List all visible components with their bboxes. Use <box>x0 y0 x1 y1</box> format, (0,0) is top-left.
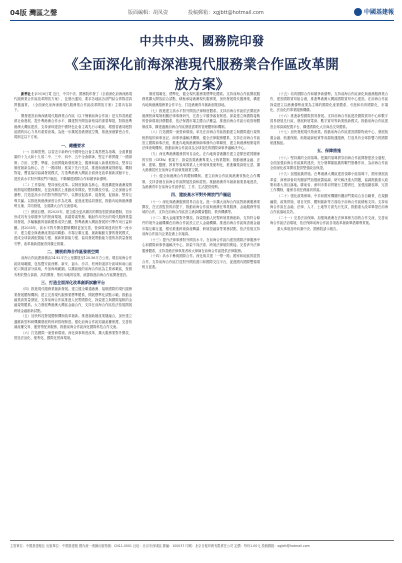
paragraph: （十七）加快發展現代物流業。推動前海合作區建設國際物流中心，發展航運金融、航運保險、船舶融資租賃等高端航運服務，打造具有全球影響力的國際航運樞紐。 <box>270 130 388 146</box>
headline-line-2: 《全面深化前海深港現代服務業合作區改革開放方案》 <box>65 57 339 93</box>
paragraph: （十六）推進新型國際貿易發展。支持前海合作區建設國際貿易中心和數字貿易發展先行區，發展跨境電商、數字貿易等新業態新模式。推動前海合作區建設全球資源配置平台，構建國際化大宗商品交易體系。 <box>270 113 388 129</box>
paragraph: （四）推進現代服務業創新發展。建立健全聯通港澳、接軌國際的現代服務業發展體制機制。建立完善現代服務業標準體系，開展標準化試點示範。推動金融業高質量發展，支持前海合作區推進人民幣國際化，探索建立與國際接軌的金融規則體系。大力發展粵港澳大灣區金融合作，支持在前海合作區依法依規開展跨境金融創新試點。 <box>14 287 132 313</box>
paragraph: （二）工作原理。堅持深化改革。以制度創新為核心，推進構建與港澳規則相銜接的體制機制，在更深層次上推動改革開放。堅持開放引領。立足深港合作優勢，打造更高水平的對外開放門戶，以開放促改革、促發展、促創新。堅持互利共贏。以推進與港澳深度合作為先導，促進產業協同發展，推動內地與港澳優勢互補、共同發展，全面擴大合作交流領域。 <box>14 182 132 208</box>
logo-icon <box>354 8 362 16</box>
paragraph: （二十）強化政策保障。中央和國家機關有關部門要結合各自職責，在規劃編製、政策實施、項目安排、體制創新等方面給予前海合作區積極支持。支持前海合作區在金融、法律、人才、土地等方面先行先試，推動重大改革舉措在前海合作區落地見效。 <box>270 194 388 215</box>
paragraph: （七）推進建立高水平對外開放法律制度體系。支持前海合作區依法開展涉港澳營商環境相關法律事務研究，完善公平競爭審查制度。探索建立與國際接軌的營商環境評價體系，依法保護市場主體合法權益，推進前海合作區行政管理體制改革，構建適應前海合作區發展需要的管理體制和機制。 <box>142 108 260 129</box>
paragraph: 制度規範化、標準化，健全現代服務業標準化體系。支持前海合作區開展服務業擴大開放綜合試點，積極承接港澳現代服務業，加快發展現代服務業，構建內地與港澳服務業合作平台，打造港澳青年創新創業基地。 <box>142 92 260 107</box>
footer-divider <box>10 540 394 541</box>
section-heading: 四、建設高水平對外開放門戶樞紐 <box>171 192 231 198</box>
article-column-2 <box>142 92 260 271</box>
paragraph: （六）打造國際一流營商環境。深化商事制度改革，擴大服務業對外開放，營造法治化、便利化、國際化營商環境。 <box>14 330 132 341</box>
paragraph: （三）發展目標。到2025年，建立健全更高層次的開放型經濟新體制，初步形成具有全球競爭力的營商環境，高端要素集聚、輻射作用突出的現代服務業蓬勃發展，多輪驅動的創新體系成效凸顯，對粵港澳大灣區發展的引擎作用日益彰顯。到2035年，高水平對外開放體制機制更加完善，營商環境達到世界一流水平，建立健全與港澳產業協同聯動、市場互聯互通、創新驅動支撐的發展模式，建成全球資源配置能力強、創新策源能力強、協同發展帶動能力強的高質量發展引擎，改革創新經驗得到廣泛推廣。 <box>14 209 132 246</box>
footer-imprint: 主管單位：中國基建報社 出版單位：中國基建報 國內統一連續出版物號：CN11-0001 社址：北京市西城區 郵編：100037 印刷：北京日報印務有限責任公司 定價：每份1.00元 投稿郵箱：xgjbtt@hotmail.com <box>10 544 310 548</box>
headline-line-1: 中共中央、國務院印發 <box>139 34 265 48</box>
section-heading: 一、總體要求 <box>61 142 85 148</box>
publication-logo <box>354 7 394 16</box>
paragraph: （五）加快科技發展體制機制改革創新。推進創新鏈產業鏈融合，加快建立適應新型科研機構發展的科研管理制度。強化前海合作區知識產權保護，完善知識產權交易、運營等配套服務，推動前海合作區深化國際科技合作交流。 <box>14 314 132 330</box>
page-section-label: 04版 灣區之聲 <box>10 9 58 17</box>
paragraph: （十三）提升法律事務對外開放水平。在前海合作區內建設國際法律服務中心和國際商事爭議解決中心，探索不同法系、跨境法律規則銜接。完善涉外法律服務體系，支持香港法律執業者和大律師在前海合作區提供法律服務。 <box>142 237 260 253</box>
paragraph: （十九）加強組織實施。在粵港澳大灣區建設領導小組領導下，國家發展改革委、商務部會同有關部門加強統籌協調，研究解決重大問題，協調推動重大政策和重大項目落地。廣東省、深圳市要切實履行主體責任，加強組織領導，完善工作機制，確保各項任務落到實處。 <box>270 172 388 193</box>
paragraph: 新華社北京9月6日電 近日，中共中央、國務院印發了《全面深化前海深港現代服務業合作區改革開放方案》，並發出通知，要求各地區各部門結合實際認真貫徹落實。《全面深化前海深港現代服務業合作區改革開放方案》主要內容如下。 <box>14 92 133 113</box>
submission-email: 投稿郵箱：xgjbtt@hotmail.com <box>188 10 264 16</box>
paragraph: 重大事項及時向黨中央、國務院請示報告。 <box>277 227 340 232</box>
paragraph: （九）深化粵港澳服務貿易自由化。在內地與香港關於建立更緊密經貿關係的安排（CEPA）框架下，探索放寬港澳專業人士執業限制，推動港澳金融、法律、建築、醫療、教育等領域專業人士跨境執業便利化，推進職業資格互認，擴大港澳居民在前海合作區就業創業空間。 <box>142 152 260 173</box>
paragraph: （八）打造國際一流營商環境。率先在前海合作區推動建立與國際通行規則相銜接的商事登記、商事爭議解決機制，健全法律服務體系，支持在前海合作區設立國際商事法庭，推進內地與港澳律師事務所合夥聯營，建立與港澳相銜接的法律查明機制，推動前海合作區成為全球領先的國際商事爭議解決中心。 <box>142 130 260 151</box>
paragraph: 前海合作區總面積由14.92平方公里擴展至120.56平方公里。增加前海合作區陸域範圍，包括寶安區西鄉、新安、福永、沙井、松崗街道部分區域和南山區蛇口街道部分區域，外加海域範圍。以擴區後的前海合作區為主要承載區，按照有利於整合資源、高效開發、集約用地的原則，統籌推進前海合作區開發建設。 <box>14 256 132 277</box>
section-heading: 五、保障措施 <box>317 148 341 154</box>
section-heading: 二、擴展前海合作區發展空間 <box>47 249 99 255</box>
paragraph: 開發建設前海深港現代服務業合作區（以下簡稱前海合作區）是支持香港經濟社會發展、提升粵港澳合作水平、構建對外開放新格局的重要舉措，對推進粵港澳大灣區建設、支持深圳建設中國特色社會主義先行示範區、增強香港同胞對祖國的向心力具有重要意義。為進一步擴展香港發展空間，推進深港緊密合作，現制定以下方案。 <box>14 113 132 140</box>
masthead <box>10 8 394 20</box>
paragraph: （十一）深化與港澳服務貿易自由化。進一步擴大前海合作區對港澳服務業開放，在完善監管的前提下，推動前海合作區與港澳在專業服務、金融服務等領域的合作，支持在前海合作區設立港資獨資醫院、教育機構等。 <box>142 199 260 215</box>
article-column-3 <box>270 92 388 233</box>
paragraph: （十二）擴大金融業對外開放。探索推動人民幣跨境業務創新，支持符合條件的境外金融機構在前海合作區設立法人金融機構。推進前海合作區與香港金融市場互聯互通，穩妥推進跨境資產轉讓、跨境投融資等業務試點，依法依規支持前海合作區內企業赴港上市融資。 <box>142 216 260 237</box>
publication-name: 中國基建報 <box>363 9 394 16</box>
article-column-1 <box>14 92 132 342</box>
paragraph: （十八）堅持黨的全面領導。把黨的領導貫穿前海合作區開發建設全過程，全面加強前海合作區黨的建設，充分發揮黨組織的戰鬥堡壘作用，為前海合作區全面深化改革開放提供堅強政治保證。 <box>270 155 388 171</box>
editor-credit: 版面編輯：胡凤姿 <box>128 10 169 16</box>
masthead-divider <box>10 20 394 21</box>
paragraph: （一）指導思想。以習近平新時代中國特色社會主義思想為指導，全面貫徹黨的十九大和十九屆二中、三中、四中、五中全會精神，堅定不移貫徹「一國兩制」方針，完整、準確、全面貫徹新發展理念，服務和融入新發展格局，堅持以制度創新為核心，在「一國兩制」框架下先行先試，推進與港澳規則銜接、機制對接，豐富協同協調發展模式，打造粵港澳大灣區全面深化改革創新試驗平台，建設高水平對外開放門戶樞紐，不斷構建國際合作和競爭新優勢。 <box>14 149 132 181</box>
headline-block <box>60 32 344 93</box>
paragraph: （二十一）完善法治保障。加強與港澳在法律事務方面的合作交流，完善前海合作區法治環境，依法保障前海合作區各項改革創新舉措順利實施。 <box>270 216 388 226</box>
paragraph: （十五）培育國際合作和競爭新優勢。支持前海合作區深化與港澳服務業合作，建設國際貿易組合港，推進粵港澳大灣區國際貿易中心建設。在前海合作區探索建立以港澳優勢產業為主導的國際化產業體系，引進和培育國際化、市場化、法治化的專業服務機構。 <box>270 92 388 113</box>
section-heading: 三、打造全面深化改革創新試驗平台 <box>41 279 105 285</box>
paragraph: （十四）高水平參與國際合作。深化與共建「一帶一路」國家和地區的經貿合作，支持前海合作區打造對外開放窗口和國際交往平台，促進國內國際雙循環相互促進。 <box>142 254 260 270</box>
paragraph: （十）健全與港澳合作的體制機制。建立前海合作區與港澳常態化合作機制，支持香港在前海合作區開展投資和經營。推動港澳青年創新創業基地建設，為港澳青年在前海合作區學習、工作、生活提供便利。 <box>142 174 260 189</box>
dateline: 新華社 <box>21 92 31 96</box>
